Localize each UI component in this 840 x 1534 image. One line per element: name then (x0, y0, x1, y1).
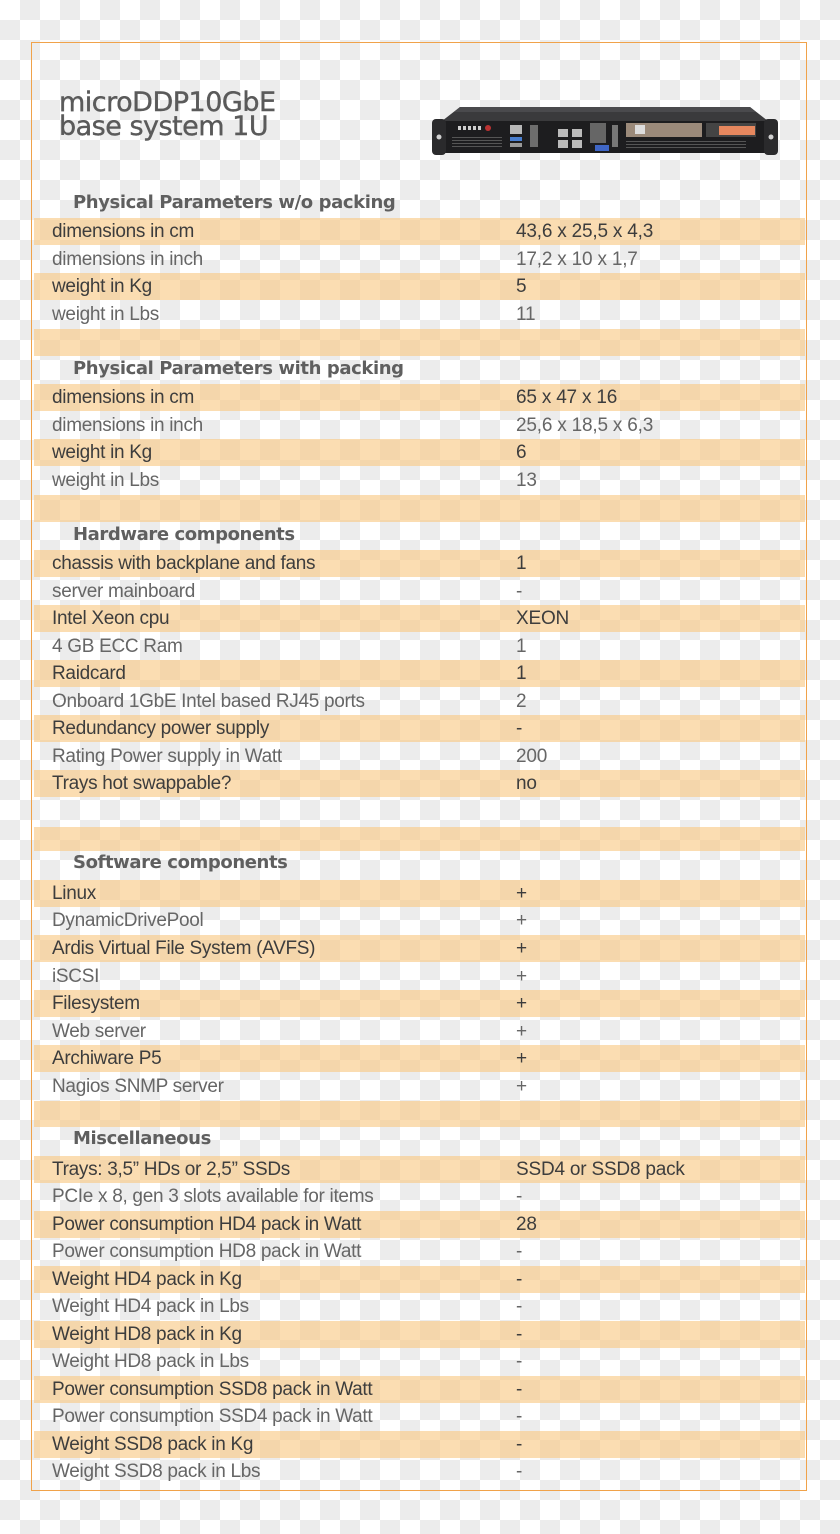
separator-band (34, 1101, 805, 1127)
spec-value: - (516, 1324, 523, 1345)
spec-value: 5 (516, 276, 527, 297)
spec-label: Raidcard (52, 663, 126, 684)
spec-value: + (516, 1021, 527, 1042)
spec-value: - (516, 1241, 523, 1262)
spec-value: + (516, 966, 527, 987)
separator-band (34, 495, 805, 522)
spec-value: 17,2 x 10 x 1,7 (516, 249, 638, 270)
product-title-line-1: microDDP10GbE (59, 87, 276, 118)
spec-label: Filesystem (52, 993, 140, 1014)
spec-row (34, 1403, 805, 1430)
spec-row (34, 633, 805, 660)
spec-label: Rating Power supply in Watt (52, 746, 282, 767)
spec-label: Trays hot swappable? (52, 773, 232, 794)
spec-label: server mainboard (52, 581, 196, 602)
spec-value: 11 (516, 304, 536, 325)
spec-value: 1 (516, 663, 527, 684)
spec-value: - (516, 1296, 523, 1317)
spec-label: Trays: 3,5” HDs or 2,5” SSDs (52, 1159, 290, 1180)
spec-row (34, 1073, 805, 1100)
spec-value: - (516, 1351, 523, 1372)
spec-value: - (516, 1461, 523, 1482)
section-header-hardware: Hardware components (73, 524, 295, 545)
section-header-physical-with-packing: Physical Parameters with packing (73, 358, 404, 379)
spec-value: + (516, 993, 527, 1014)
spec-row (34, 550, 805, 577)
spec-row (34, 935, 805, 962)
spec-row (34, 1321, 805, 1348)
spec-value: 200 (516, 746, 548, 767)
spec-row (34, 1211, 805, 1238)
spec-sheet (31, 42, 807, 1491)
spec-row (34, 273, 805, 300)
server-image (430, 103, 780, 159)
spec-row (34, 301, 805, 328)
spec-row (34, 218, 805, 245)
spec-row (34, 412, 805, 439)
spec-row (34, 1431, 805, 1458)
spec-value: + (516, 938, 527, 959)
section-header-physical-without-packing: Physical Parameters w/o packing (73, 192, 396, 213)
spec-value: 25,6 x 18,5 x 6,3 (516, 415, 654, 436)
spec-row (34, 1376, 805, 1403)
spec-label: Web server (52, 1021, 146, 1042)
spec-label: Ardis Virtual File System (AVFS) (52, 938, 316, 959)
spec-row (34, 1293, 805, 1320)
spec-label: Weight SSD8 pack in Lbs (52, 1461, 261, 1482)
spec-row (34, 578, 805, 605)
spec-label: dimensions in inch (52, 415, 203, 436)
spec-value: SSD4 or SSD8 pack (516, 1159, 685, 1180)
spec-value: 6 (516, 442, 527, 463)
spec-value: - (516, 1186, 523, 1207)
spec-label: chassis with backplane and fans (52, 553, 316, 574)
spec-row (34, 1458, 805, 1485)
spec-label: weight in Kg (52, 276, 152, 297)
spec-row (34, 770, 805, 797)
spec-value: + (516, 1048, 527, 1069)
spec-label: Power consumption HD8 pack in Watt (52, 1241, 362, 1262)
spec-value: XEON (516, 608, 570, 629)
spec-row (34, 907, 805, 934)
spec-value: - (516, 718, 523, 739)
spec-row (34, 1266, 805, 1293)
spec-label: PCIe x 8, gen 3 slots available for items (52, 1186, 374, 1207)
spec-label: Weight HD4 pack in Lbs (52, 1296, 249, 1317)
spec-label: Weight HD8 pack in Lbs (52, 1351, 249, 1372)
spec-value: - (516, 1269, 523, 1290)
spec-row (34, 715, 805, 742)
spec-label: Nagios SNMP server (52, 1076, 224, 1097)
separator-band (34, 329, 805, 356)
spec-label: iSCSI (52, 966, 100, 987)
spec-row (34, 743, 805, 770)
product-title (59, 87, 276, 142)
spec-label: 4 GB ECC Ram (52, 636, 183, 657)
spec-label: Weight HD8 pack in Kg (52, 1324, 242, 1345)
spec-row (34, 467, 805, 494)
spec-value: 13 (516, 470, 537, 491)
spec-label: Power consumption SSD4 pack in Watt (52, 1406, 373, 1427)
spec-row (34, 660, 805, 687)
separator-band (34, 827, 805, 851)
spec-label: Power consumption SSD8 pack in Watt (52, 1379, 373, 1400)
spec-value: 43,6 x 25,5 x 4,3 (516, 221, 654, 242)
spec-row (34, 990, 805, 1017)
spec-value: no (516, 773, 537, 794)
spec-label: weight in Lbs (52, 470, 160, 491)
spec-label: dimensions in cm (52, 387, 194, 408)
spec-row (34, 246, 805, 273)
spec-label: Redundancy power supply (52, 718, 270, 739)
spec-row (34, 688, 805, 715)
spec-value: 1 (516, 553, 527, 574)
section-header-software: Software components (73, 852, 288, 873)
spec-value: - (516, 1379, 523, 1400)
spec-label: Archiware P5 (52, 1048, 162, 1069)
spec-value: + (516, 883, 527, 904)
spec-label: Weight SSD8 pack in Kg (52, 1434, 254, 1455)
spec-row (34, 605, 805, 632)
spec-value: - (516, 1406, 523, 1427)
spec-value: + (516, 910, 527, 931)
spec-row (34, 963, 805, 990)
spec-row (34, 439, 805, 466)
spec-row (34, 1238, 805, 1265)
section-header-miscellaneous: Miscellaneous (73, 1128, 211, 1149)
spec-label: dimensions in inch (52, 249, 203, 270)
spec-label: Intel Xeon cpu (52, 608, 170, 629)
spec-row (34, 1183, 805, 1210)
product-title-line-2: base system 1U (59, 111, 269, 142)
spec-label: Linux (52, 883, 96, 904)
spec-value: - (516, 581, 523, 602)
spec-row (34, 1156, 805, 1183)
spec-label: weight in Lbs (52, 304, 160, 325)
spec-row (34, 1348, 805, 1375)
spec-label: DynamicDrivePool (52, 910, 204, 931)
spec-value: 65 x 47 x 16 (516, 387, 618, 408)
spec-label: weight in Kg (52, 442, 152, 463)
spec-label: Weight HD4 pack in Kg (52, 1269, 242, 1290)
spec-label: Power consumption HD4 pack in Watt (52, 1214, 362, 1235)
spec-value: - (516, 1434, 523, 1455)
spec-row (34, 1045, 805, 1072)
spec-label: Onboard 1GbE Intel based RJ45 ports (52, 691, 365, 712)
spec-row (34, 1018, 805, 1045)
spec-value: 2 (516, 691, 527, 712)
spec-row (34, 880, 805, 907)
spec-value: 28 (516, 1214, 537, 1235)
spec-row (34, 384, 805, 411)
spec-value: 1 (516, 636, 527, 657)
spec-value: + (516, 1076, 527, 1097)
spec-label: dimensions in cm (52, 221, 194, 242)
